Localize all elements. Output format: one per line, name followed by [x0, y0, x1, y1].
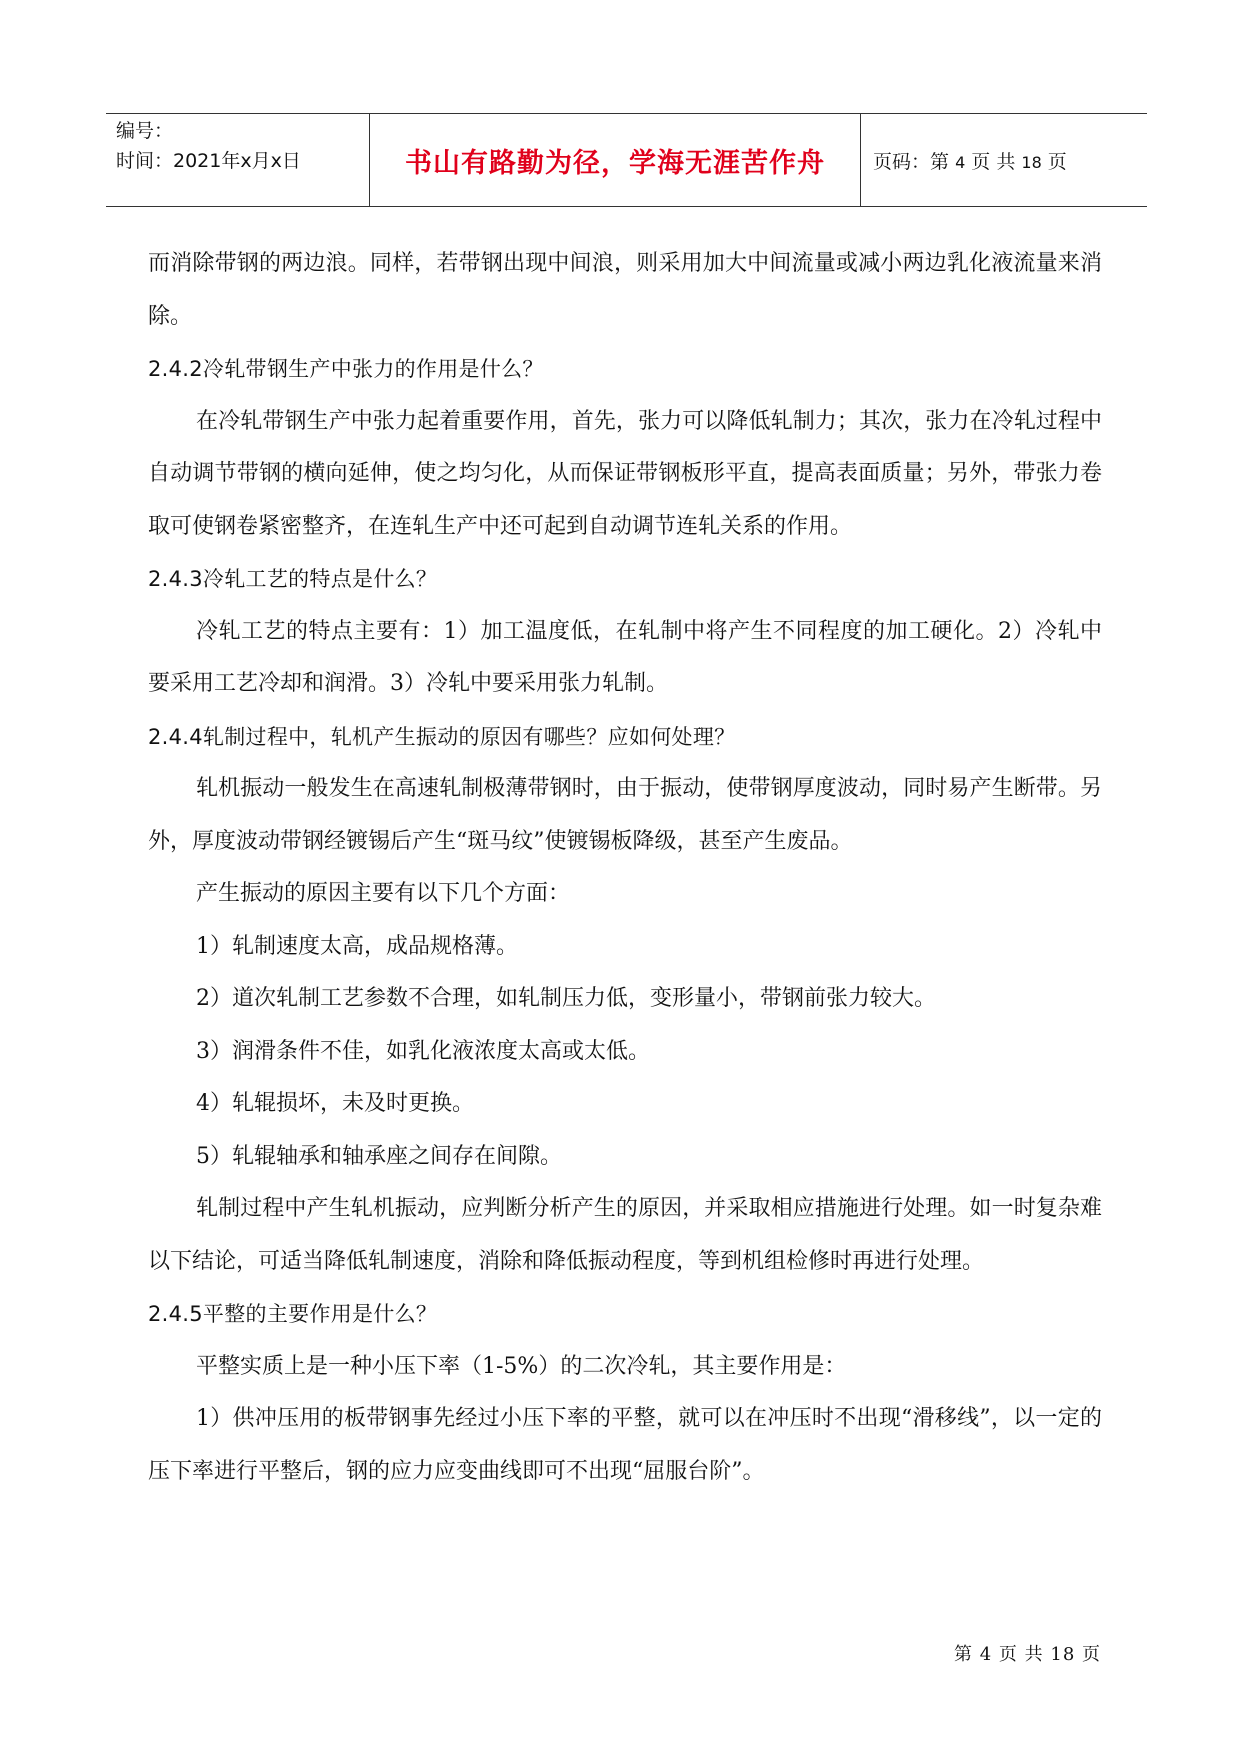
- page-total: 18: [1021, 152, 1042, 172]
- paragraph: 产生振动的原因主要有以下几个方面：: [196, 881, 571, 906]
- list-item: 3）润滑条件不佳，如乳化液浓度太高或太低。: [196, 1038, 650, 1064]
- header-motto: [370, 114, 861, 206]
- header-page-code: [861, 114, 1147, 206]
- section-heading: 2.4.5平整的主要作用是什么？: [148, 1302, 438, 1326]
- page-code-mid: 页 共: [971, 150, 1016, 173]
- paragraph: 在冷轧带钢生产中张力起着重要作用，首先，张力可以降低轧制力；其次，张力在冷轧过程中自动调节带钢的横向延伸，使之均匀化，从而保证带钢板形平直，提高表面质量；另外，带张力卷取可使钢卷紧密整齐，在连轧生产中还可起到自动调节连轧关系的作用。: [148, 408, 1102, 539]
- document-body: [148, 238, 1102, 1498]
- motto-text: 书山有路勤为径，学海无涯苦作舟: [405, 147, 825, 179]
- section-heading: 2.4.2冷轧带钢生产中张力的作用是什么？: [148, 357, 544, 381]
- page-code: [873, 147, 1147, 174]
- page-code-suffix: 页: [1047, 150, 1067, 173]
- page-code-prefix: 页码：第: [873, 150, 950, 173]
- list-item: 1）轧制速度太高，成品规格薄。: [196, 933, 518, 959]
- page-footer: 第 4 页 共 18 页: [954, 1644, 1101, 1665]
- paragraph: 而消除带钢的两边浪。同样，若带钢出现中间浪，则采用加大中间流量或减小两边乳化液流量来消除。: [148, 251, 1102, 329]
- paragraph: 轧制过程中产生轧机振动，应判断分析产生的原因，并采取相应措施进行处理。如一时复杂难以下结论，可适当降低轧制速度，消除和降低振动程度，等到机组检修时再进行处理。: [148, 1196, 1102, 1274]
- paragraph: 冷轧工艺的特点主要有：1）加工温度低，在轧制中将产生不同程度的加工硬化。2）冷轧中要采用工艺冷却和润滑。3）冷轧中要采用张力轧制。: [148, 618, 1102, 696]
- section-heading: 2.4.3冷轧工艺的特点是什么？: [148, 567, 438, 591]
- list-item: 4）轧辊损坏，未及时更换。: [196, 1091, 474, 1116]
- serial-number-label: 编号：: [116, 120, 174, 142]
- paragraph: 1）供冲压用的板带钢事先经过小压下率的平整，就可以在冲压时不出现“滑移线”，以一定的压下率进行平整后，钢的应力应变曲线即可不出现“屈服台阶”。: [148, 1406, 1102, 1484]
- date-label: 时间：2021年x月x日: [116, 150, 301, 172]
- list-item: 5）轧辊轴承和轴承座之间存在间隙。: [196, 1143, 562, 1169]
- paragraph: 轧机振动一般发生在高速轧制极薄带钢时，由于振动，使带钢厚度波动，同时易产生断带。另外，厚度波动带钢经镀锡后产生“斑马纹”使镀锡板降级，甚至产生废品。: [148, 776, 1102, 854]
- document-header: [106, 113, 1147, 207]
- paragraph: 平整实质上是一种小压下率（1-5%）的二次冷轧，其主要作用是：: [196, 1353, 847, 1379]
- section-heading: 2.4.4轧制过程中，轧机产生振动的原因有哪些？应如何处理？: [148, 724, 736, 749]
- list-item: 2）道次轧制工艺参数不合理，如轧制压力低，变形量小，带钢前张力较大。: [196, 986, 936, 1011]
- page-current: 4: [955, 152, 966, 172]
- header-meta: [106, 114, 370, 206]
